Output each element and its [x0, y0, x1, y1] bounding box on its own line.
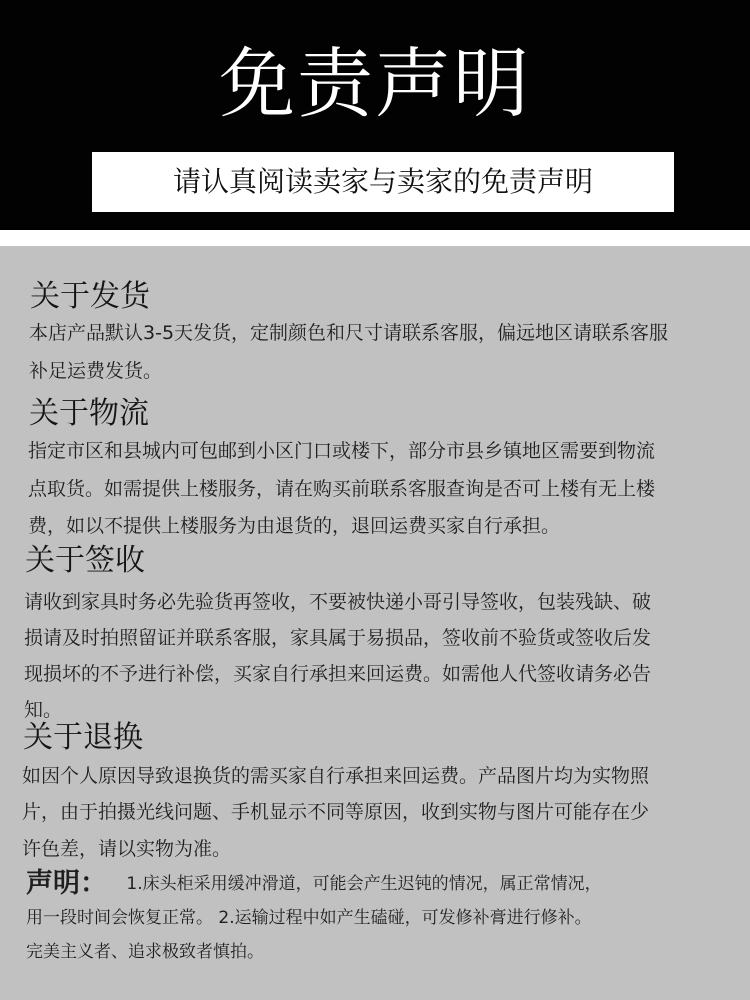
notice-text-line: 用一段时间会恢复正常。 2.运输过程中如产生磕碰，可发修补膏进行修补。 [26, 908, 592, 928]
signing-text-line: 请收到家具时务必先验货再签收，不要被快递小哥引导签收，包装残缺、破 [24, 591, 652, 613]
subtitle-banner [92, 152, 674, 212]
logistics-heading: 关于物流 [29, 396, 149, 431]
disclaimer-header [0, 0, 750, 230]
shipping-heading: 关于发货 [30, 279, 150, 314]
logistics-text-line: 点取货。如需提供上楼服务，请在购买前联系客服查询是否可上楼有无上楼 [28, 478, 656, 500]
disclaimer-content [0, 246, 750, 1000]
notice-text-line: 完美主义者、追求极致者慎拍。 [26, 942, 264, 962]
signing-text-line: 现损坏的不予进行补偿，买家自行承担来回运费。如需他人代签收请务必告 [24, 663, 652, 685]
page-title: 免责声明 [219, 39, 531, 128]
shipping-text-line: 本店产品默认3-5天发货，定制颜色和尺寸请联系客服，偏远地区请联系客服 [29, 322, 669, 344]
logistics-text-line: 指定市区和县城内可包邮到小区门口或楼下，部分市县乡镇地区需要到物流 [28, 440, 656, 462]
signing-text-line: 损请及时拍照留证并联系客服，家具属于易损品，签收前不验货或签收后发 [24, 627, 652, 649]
notice-line [26, 936, 726, 968]
notice-line [26, 868, 726, 900]
signing-text-line: 知。 [24, 699, 63, 721]
logistics-text-line: 费，如以不提供上楼服务为由退货的，退回运费买家自行承担。 [28, 515, 561, 537]
returns-heading: 关于退换 [23, 720, 143, 755]
page-subtitle: 请认真阅读卖家与卖家的免责声明 [172, 165, 593, 198]
returns-text-line: 如因个人原因导致退换货的需买家自行承担来回运费。产品图片均为实物照 [22, 765, 650, 787]
notice-block [26, 868, 726, 968]
notice-label: 声明： [26, 868, 107, 899]
shipping-text-line: 补足运费发货。 [29, 360, 163, 382]
notice-text-line: 1.床头柜采用缓冲滑道，可能会产生迟钝的情况，属正常情况， [126, 874, 602, 894]
returns-text-line: 片，由于拍摄光线问题、手机显示不同等原因，收到实物与图片可能存在少 [22, 801, 650, 823]
signing-heading: 关于签收 [25, 543, 145, 578]
returns-text-line: 许色差，请以实物为准。 [22, 838, 232, 860]
header-divider [0, 230, 750, 246]
notice-line [26, 902, 726, 934]
